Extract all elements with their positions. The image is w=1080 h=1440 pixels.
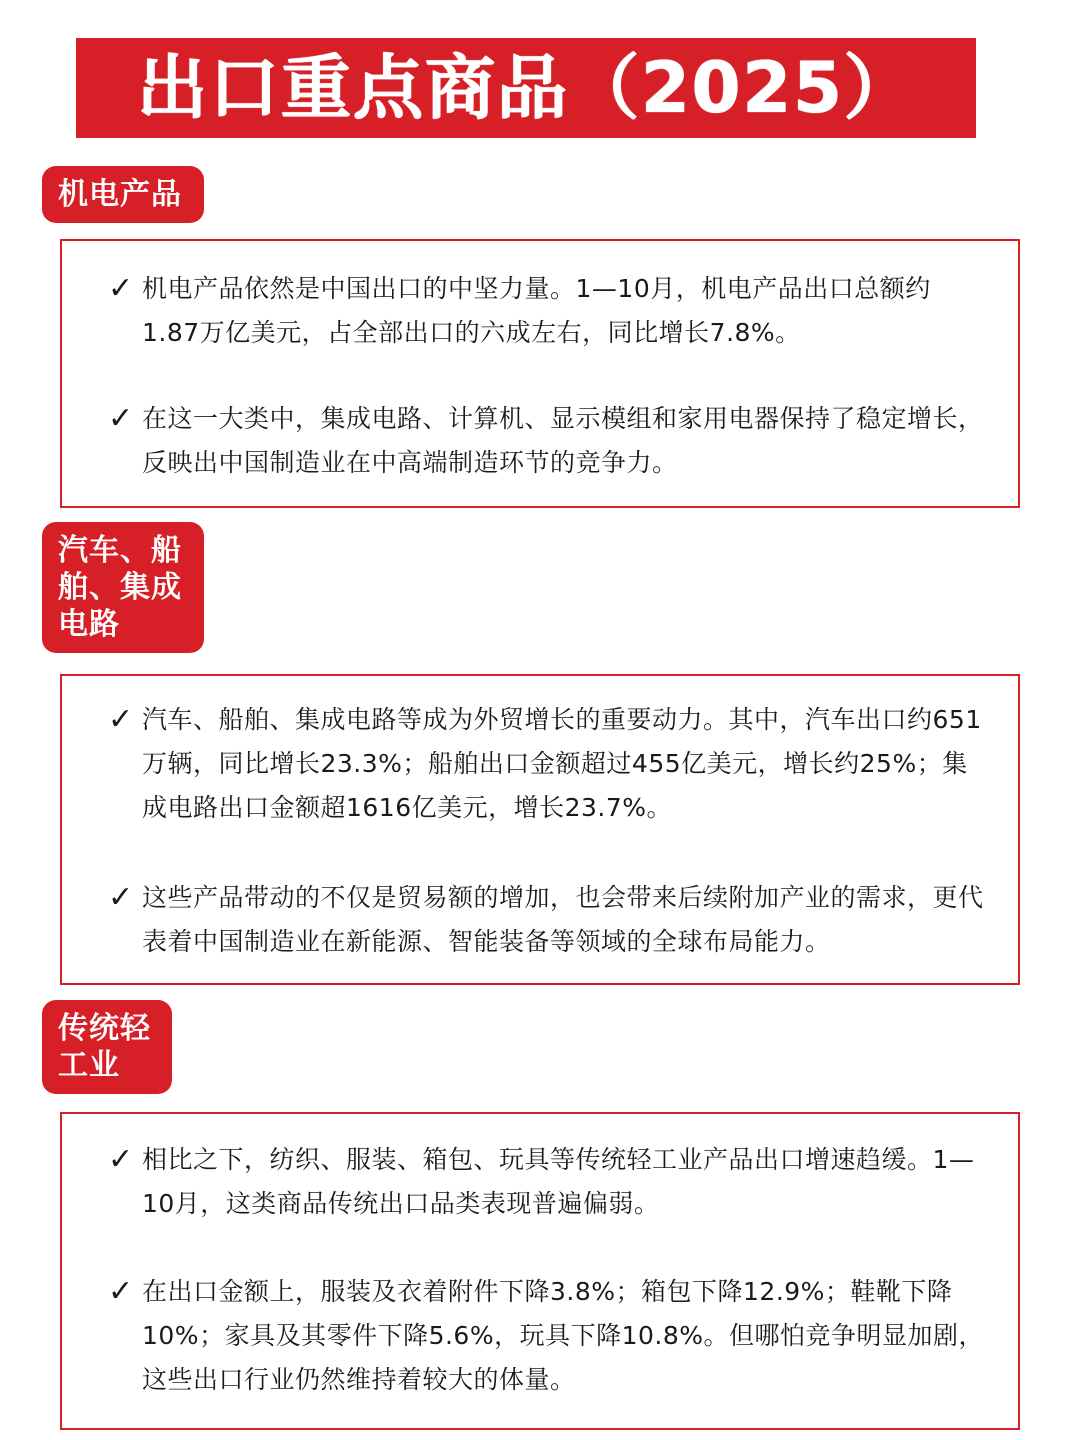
- section-card-auto-ship-ic: [60, 674, 1020, 985]
- list-item-text: 这些产品带动的不仅是贸易额的增加，也会带来后续附加产业的需求，更代表着中国制造业在新能源、智能装备等领域的全球布局能力。: [142, 883, 984, 956]
- section-tag-electromechanical: 机电产品: [42, 166, 204, 223]
- section-tag-auto-ship-ic: 汽车、船舶、集成电路: [42, 522, 204, 653]
- list-item: [108, 1138, 988, 1226]
- list-item: [108, 876, 988, 964]
- check-icon: ✓: [108, 1142, 134, 1177]
- list-item-text: 在这一大类中，集成电路、计算机、显示模组和家用电器保持了稳定增长，反映出中国制造业在中高端制造环节的竞争力。: [142, 404, 984, 477]
- section-tag-light-industry: 传统轻工业: [42, 1000, 172, 1094]
- list-item-text: 机电产品依然是中国出口的中坚力量。1—10月，机电产品出口总额约1.87万亿美元，占全部出口的六成左右，同比增长7.8%。: [142, 274, 931, 347]
- list-item: [108, 698, 988, 830]
- list-item-text: 相比之下，纺织、服装、箱包、玩具等传统轻工业产品出口增速趋缓。1—10月，这类商品传统出口品类表现普遍偏弱。: [142, 1145, 975, 1218]
- check-icon: ✓: [108, 271, 134, 306]
- list-item: [108, 267, 988, 355]
- check-icon: ✓: [108, 1274, 134, 1309]
- list-item-text: 在出口金额上，服装及衣着附件下降3.8%；箱包下降12.9%；鞋靴下降10%；家具及其零件下降5.6%，玩具下降10.8%。但哪怕竞争明显加剧，这些出口行业仍然维持着较大的体量。: [142, 1277, 985, 1394]
- check-icon: ✓: [108, 702, 134, 737]
- list-item-text: 汽车、船舶、集成电路等成为外贸增长的重要动力。其中，汽车出口约651万辆，同比增长23.3%；船舶出口金额超过455亿美元，增长约25%；集成电路出口金额超1616亿美元，增长23.7%。: [142, 705, 982, 822]
- page-title: 出口重点商品（2025）: [136, 47, 916, 129]
- section-card-electromechanical: [60, 239, 1020, 508]
- section-card-light-industry: [60, 1112, 1020, 1430]
- check-icon: ✓: [108, 880, 134, 915]
- check-icon: ✓: [108, 401, 134, 436]
- title-banner: [76, 38, 976, 138]
- list-item: [108, 1270, 988, 1402]
- list-item: [108, 397, 988, 485]
